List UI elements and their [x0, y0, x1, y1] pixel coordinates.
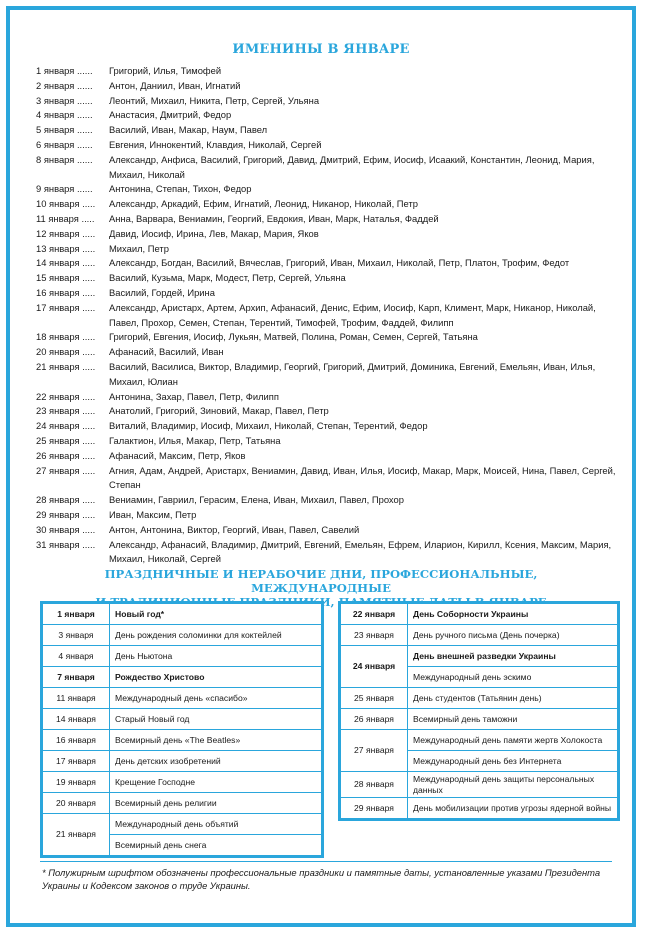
nameday-row [36, 538, 626, 568]
holiday-row [43, 604, 322, 625]
holiday-row [43, 814, 322, 835]
holiday-event: День студентов (Татьянин день) [408, 688, 618, 709]
nameday-date: 10 января ..... [36, 198, 96, 210]
holiday-event: Рождество Христово [110, 667, 322, 688]
nameday-names: Давид, Иосиф, Ирина, Лев, Макар, Мария, Яков [109, 227, 319, 239]
holiday-row [43, 646, 322, 667]
holiday-event: День детских изобретений [110, 751, 322, 772]
holiday-date: 7 января [43, 667, 110, 688]
nameday-names: Виталий, Владимир, Иосиф, Михаил, Николай, Степан, Терентий, Федор [109, 420, 428, 432]
nameday-row [36, 286, 626, 301]
holiday-date: 1 января [43, 604, 110, 625]
holiday-row [341, 604, 618, 625]
nameday-date: 6 января ...... [36, 138, 93, 150]
holiday-row [341, 730, 618, 751]
holiday-row [341, 709, 618, 730]
nameday-names: Афанасий, Василий, Иван [109, 346, 224, 358]
nameday-date: 11 января ..... [36, 212, 95, 224]
nameday-names: Василий, Василиса, Виктор, Владимир, Георгий, Григорий, Дмитрий, Доминика, Евгений, Емельян, Иван, Илья, Михаил, Юлиан [109, 360, 596, 387]
nameday-date: 4 января ...... [36, 109, 93, 121]
nameday-date: 30 января ..... [36, 523, 96, 535]
holiday-row [43, 667, 322, 688]
nameday-names: Антонина, Степан, Тихон, Федор [109, 183, 252, 195]
holiday-event: День Соборности Украины [408, 604, 618, 625]
nameday-date: 25 января ..... [36, 434, 96, 446]
nameday-names: Михаил, Петр [109, 242, 169, 254]
nameday-date: 20 января ..... [36, 346, 96, 358]
holiday-date: 25 января [341, 688, 408, 709]
holiday-row [43, 709, 322, 730]
nameday-names: Анастасия, Дмитрий, Федор [109, 109, 232, 121]
holiday-event: День ручного письма (День почерка) [408, 625, 618, 646]
nameday-date: 12 января ..... [36, 227, 96, 239]
holiday-date: 4 января [43, 646, 110, 667]
nameday-date: 18 января ..... [36, 331, 96, 343]
nameday-row [36, 94, 626, 109]
holiday-row [341, 772, 618, 798]
nameday-row [36, 256, 626, 271]
nameday-row [36, 360, 626, 390]
nameday-names: Александр, Анфиса, Василий, Григорий, Давид, Дмитрий, Ефим, Иосиф, Исаакий, Константин, Леонид, Мария, Михаил, Николай [109, 153, 595, 180]
holiday-row [341, 688, 618, 709]
holiday-event: Международный день защиты персональных данных [408, 772, 618, 798]
nameday-date: 8 января ...... [36, 153, 93, 165]
nameday-row [36, 182, 626, 197]
nameday-row [36, 123, 626, 138]
nameday-names: Евгения, Иннокентий, Клавдия, Николай, Сергей [109, 138, 322, 150]
nameday-row [36, 523, 626, 538]
nameday-names: Вениамин, Гавриил, Герасим, Елена, Иван, Михаил, Павел, Прохор [109, 494, 404, 506]
holiday-date: 24 января [341, 646, 408, 688]
holiday-date: 22 января [341, 604, 408, 625]
nameday-date: 5 января ...... [36, 124, 93, 136]
nameday-date: 3 января ...... [36, 94, 93, 106]
nameday-date: 17 января ..... [36, 301, 96, 313]
holiday-event: Международный день без Интернета [408, 751, 618, 772]
holidays-title-line1: ПРАЗДНИЧНЫЕ И НЕРАБОЧИЕ ДНИ, ПРОФЕССИОНАЛЬНЫЕ, МЕЖДУНАРОДНЫЕ [104, 567, 538, 595]
holiday-row [43, 688, 322, 709]
holiday-event: Международный день эскимо [408, 667, 618, 688]
nameday-date: 13 января ..... [36, 242, 96, 254]
nameday-row [36, 404, 626, 419]
page-frame [6, 6, 636, 927]
holiday-event: Всемирный день снега [110, 835, 322, 856]
holiday-date: 28 января [341, 772, 408, 798]
nameday-date: 16 января ..... [36, 286, 96, 298]
nameday-row [36, 212, 626, 227]
holiday-row [341, 798, 618, 819]
nameday-row [36, 138, 626, 153]
nameday-row [36, 449, 626, 464]
holiday-date: 11 января [43, 688, 110, 709]
holidays-table-right [338, 601, 620, 821]
nameday-names: Антон, Антонина, Виктор, Георгий, Иван, Павел, Савелий [109, 523, 360, 535]
holiday-event: Старый Новый год [110, 709, 322, 730]
holiday-event: Всемирный день религии [110, 793, 322, 814]
nameday-names: Григорий, Илья, Тимофей [109, 65, 222, 76]
nameday-names: Василий, Иван, Макар, Наум, Павел [109, 124, 268, 136]
nameday-row [36, 434, 626, 449]
footnote-divider [40, 861, 612, 862]
nameday-names: Агния, Адам, Андрей, Аристарх, Вениамин, Давид, Иван, Илья, Иосиф, Макар, Марк, Моисей, Нина, Павел, Сергей, Степан [109, 464, 616, 491]
nameday-names: Александр, Аристарх, Артем, Архип, Афанасий, Денис, Ефим, Иосиф, Карп, Климент, Марк, Никанор, Николай, Павел, Прохор, Семен, Степан, Терентий, Тимофей, Трофим, Фаддей, Филипп [109, 301, 596, 328]
nameday-date: 29 января ..... [36, 508, 96, 520]
nameday-names: Анатолий, Григорий, Зиновий, Макар, Павел, Петр [109, 405, 329, 417]
holiday-row [341, 625, 618, 646]
nameday-row [36, 153, 626, 183]
nameday-names: Александр, Богдан, Василий, Вячеслав, Григорий, Иван, Михаил, Николай, Петр, Платон, Трофим, Федот [109, 257, 570, 269]
holiday-event: День внешней разведки Украины [408, 646, 618, 667]
nameday-row [36, 493, 626, 508]
holiday-row [43, 730, 322, 751]
nameday-row [36, 419, 626, 434]
nameday-row [36, 464, 626, 494]
nameday-names: Галактион, Илья, Макар, Петр, Татьяна [109, 434, 281, 446]
nameday-names: Григорий, Евгения, Иосиф, Лукьян, Матвей, Полина, Роман, Семен, Сергей, Татьяна [109, 331, 478, 343]
holiday-row [43, 772, 322, 793]
holiday-event: Всемирный день таможни [408, 709, 618, 730]
holiday-event: День мобилизации против угрозы ядерной войны [408, 798, 618, 819]
holiday-event: День Ньютона [110, 646, 322, 667]
holiday-date: 26 января [341, 709, 408, 730]
nameday-date: 9 января ...... [36, 183, 93, 195]
nameday-row [36, 330, 626, 345]
holiday-event: Новый год* [110, 604, 322, 625]
nameday-date: 24 января ..... [36, 420, 96, 432]
nameday-date: 1 января ...... [36, 65, 93, 76]
nameday-date: 28 января ..... [36, 494, 96, 506]
nameday-names: Иван, Максим, Петр [109, 508, 197, 520]
nameday-row [36, 242, 626, 257]
holiday-date: 14 января [43, 709, 110, 730]
holiday-date: 16 января [43, 730, 110, 751]
nameday-date: 14 января ..... [36, 257, 96, 269]
holidays-table-left [40, 601, 324, 858]
holiday-event: Всемирный день «The Beatles» [110, 730, 322, 751]
holiday-date: 23 января [341, 625, 408, 646]
nameday-names: Антон, Даниил, Иван, Игнатий [109, 79, 241, 91]
nameday-names: Александр, Афанасий, Владимир, Дмитрий, Евгений, Емельян, Ефрем, Иларион, Кирилл, Ксения, Максим, Мария, Михаил, Николай, Сергей [109, 538, 612, 565]
nameday-row [36, 508, 626, 523]
nameday-names: Афанасий, Максим, Петр, Яков [109, 449, 246, 461]
nameday-row [36, 345, 626, 360]
nameday-row [36, 108, 626, 123]
holiday-row [341, 646, 618, 667]
holiday-event: Международный день «спасибо» [110, 688, 322, 709]
holiday-event: Международный день объятий [110, 814, 322, 835]
holiday-event: Крещение Господне [110, 772, 322, 793]
holiday-date: 27 января [341, 730, 408, 772]
holiday-date: 20 января [43, 793, 110, 814]
nameday-row [36, 301, 626, 331]
nameday-row [36, 227, 626, 242]
nameday-date: 27 января ..... [36, 464, 96, 476]
nameday-names: Анна, Варвара, Вениамин, Георгий, Евдокия, Иван, Марк, Наталья, Фаддей [109, 212, 439, 224]
namedays-title: ИМЕНИНЫ В ЯНВАРЕ [232, 42, 410, 57]
nameday-date: 23 января ..... [36, 405, 96, 417]
nameday-names: Василий, Гордей, Ирина [109, 286, 215, 298]
nameday-row [36, 390, 626, 405]
holiday-date: 29 января [341, 798, 408, 819]
namedays-list [36, 64, 626, 567]
nameday-date: 21 января ..... [36, 360, 96, 372]
nameday-date: 2 января ...... [36, 79, 93, 91]
holiday-date: 17 января [43, 751, 110, 772]
nameday-row [36, 197, 626, 212]
nameday-row [36, 79, 626, 94]
nameday-names: Александр, Аркадий, Ефим, Игнатий, Леонид, Никанор, Николай, Петр [109, 198, 418, 210]
holiday-date: 3 января [43, 625, 110, 646]
nameday-date: 15 января ..... [36, 272, 96, 284]
nameday-date: 31 января ..... [36, 538, 96, 550]
nameday-date: 22 января ..... [36, 390, 96, 402]
nameday-names: Леонтий, Михаил, Никита, Петр, Сергей, Ульяна [109, 94, 320, 106]
nameday-names: Василий, Кузьма, Марк, Модест, Петр, Сергей, Ульяна [109, 272, 346, 284]
holiday-row [43, 625, 322, 646]
holiday-date: 21 января [43, 814, 110, 856]
nameday-names: Антонина, Захар, Павел, Петр, Филипп [109, 390, 279, 402]
holiday-row [43, 793, 322, 814]
holiday-row [43, 751, 322, 772]
nameday-date: 26 января ..... [36, 449, 96, 461]
holiday-event: День рождения соломинки для коктейлей [110, 625, 322, 646]
nameday-row [36, 271, 626, 286]
holiday-event: Международный день памяти жертв Холокоста [408, 730, 618, 751]
holiday-date: 19 января [43, 772, 110, 793]
footnote: * Полужирным шрифтом обозначены профессиональные праздники и памятные даты, установленные указами Президента Украины и Кодексом законов о труде Украины. [42, 867, 601, 891]
nameday-row [36, 64, 626, 79]
